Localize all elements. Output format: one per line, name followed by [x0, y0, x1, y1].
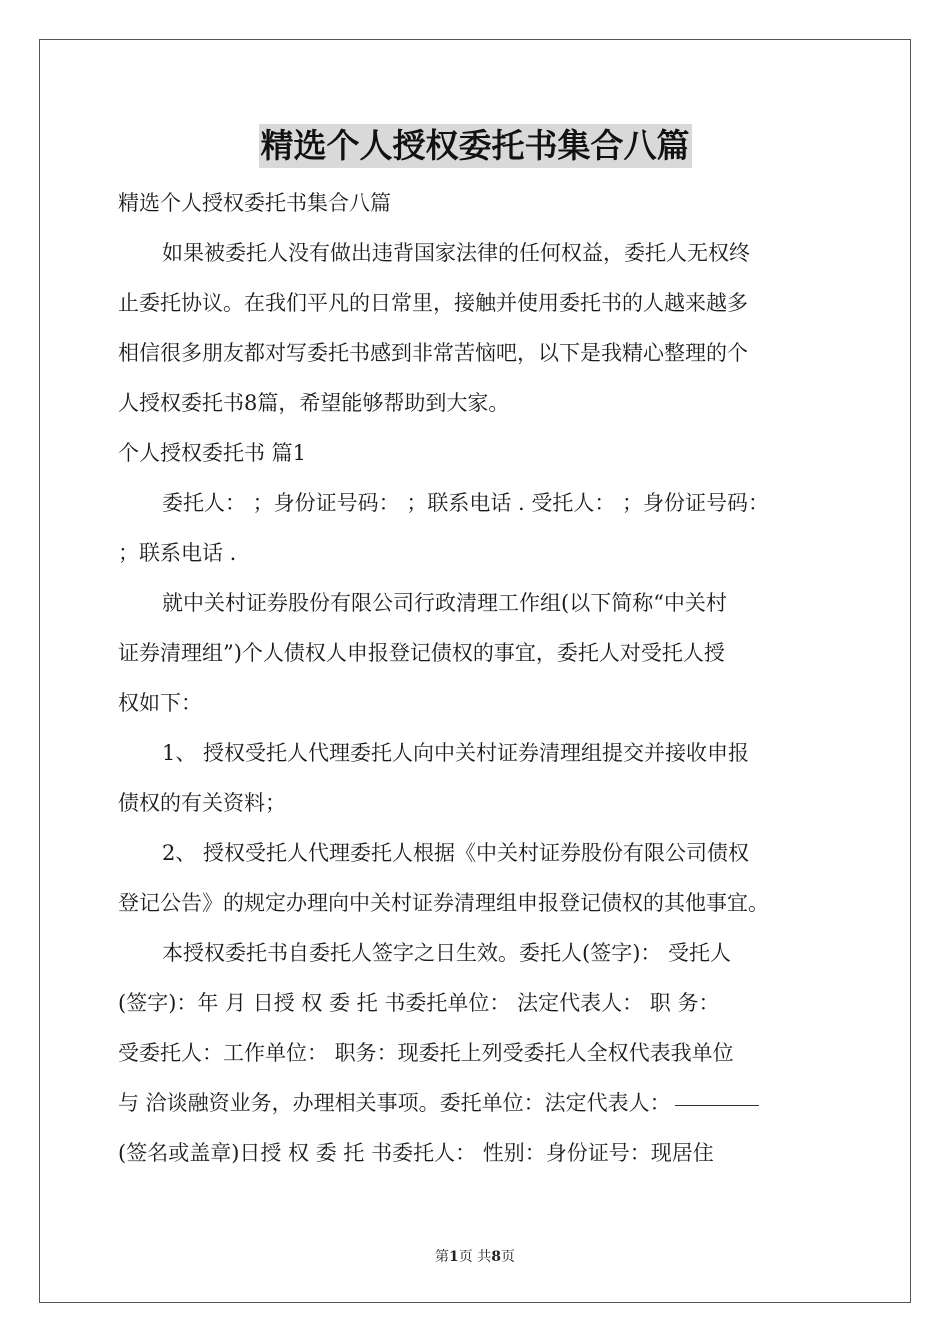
- party-paragraph: [118, 478, 836, 578]
- section-heading: 个人授权委托书 篇1: [118, 441, 307, 465]
- footer-prefix: 第: [435, 1249, 450, 1265]
- footer-mid: 页 共: [458, 1249, 492, 1265]
- footer-page-number: 1: [449, 1249, 459, 1265]
- intro-paragraph: [118, 228, 836, 428]
- party-line: 委托人： ；身份证号码： ；联系电话 . 受托人： ；身份证号码：: [162, 491, 770, 515]
- item-line: 登记公告》的规定办理向中关村证券清理组申报登记债权的其他事宜。: [118, 891, 769, 915]
- document-body: [118, 178, 836, 1178]
- item-line: 1、 授权受托人代理委托人向中关村证券清理组提交并接收申报: [162, 741, 750, 765]
- item-1-paragraph: [118, 728, 836, 828]
- item-line: 债权的有关资料；: [118, 791, 286, 815]
- intro-line: 人授权委托书8篇，希望能够帮助到大家。: [118, 391, 510, 415]
- closing-line: (签字)：年 月 日授 权 委 托 书委托单位： 法定代表人： 职 务：: [118, 991, 720, 1015]
- item-line: 2、 授权受托人代理委托人根据《中关村证券股份有限公司债权: [162, 841, 750, 865]
- matter-line: 就中关村证券股份有限公司行政清理工作组(以下简称“中关村: [162, 591, 727, 615]
- intro-line: 相信很多朋友都对写委托书感到非常苦恼吧，以下是我精心整理的个: [118, 341, 748, 365]
- closing-line-text: 与 洽谈融资业务，办理相关事项。委托单位：法定代表人：: [118, 1091, 671, 1115]
- matter-line: 权如下：: [118, 691, 202, 715]
- closing-line: 本授权委托书自委托人签字之日生效。委托人(签字)： 受托人: [162, 941, 732, 965]
- party-line: ；联系电话 .: [118, 541, 237, 565]
- item-2-paragraph: [118, 828, 836, 928]
- signature-blank-line: [675, 1104, 759, 1106]
- matter-paragraph: [118, 578, 836, 728]
- closing-line: 受委托人：工作单位： 职务：现委托上列受委托人全权代表我单位: [118, 1041, 734, 1065]
- closing-line: (签名或盖章)日授 权 委 托 书委托人： 性别：身份证号：现居住: [118, 1141, 714, 1165]
- page-footer: [0, 1246, 950, 1266]
- footer-total-pages: 8: [491, 1249, 501, 1265]
- document-title: 精选个人授权委托书集合八篇: [259, 124, 692, 168]
- footer-suffix: 页: [500, 1249, 515, 1265]
- closing-paragraph: [118, 928, 836, 1178]
- closing-line: [118, 1078, 836, 1128]
- intro-line: 如果被委托人没有做出违背国家法律的任何权益，委托人无权终: [162, 241, 750, 265]
- subtitle: 精选个人授权委托书集合八篇: [118, 191, 391, 215]
- matter-line: 证券清理组”)个人债权人申报登记债权的事宜，委托人对受托人授: [118, 641, 725, 665]
- intro-line: 止委托协议。在我们平凡的日常里，接触并使用委托书的人越来越多: [118, 291, 748, 315]
- title-wrap: [0, 124, 950, 168]
